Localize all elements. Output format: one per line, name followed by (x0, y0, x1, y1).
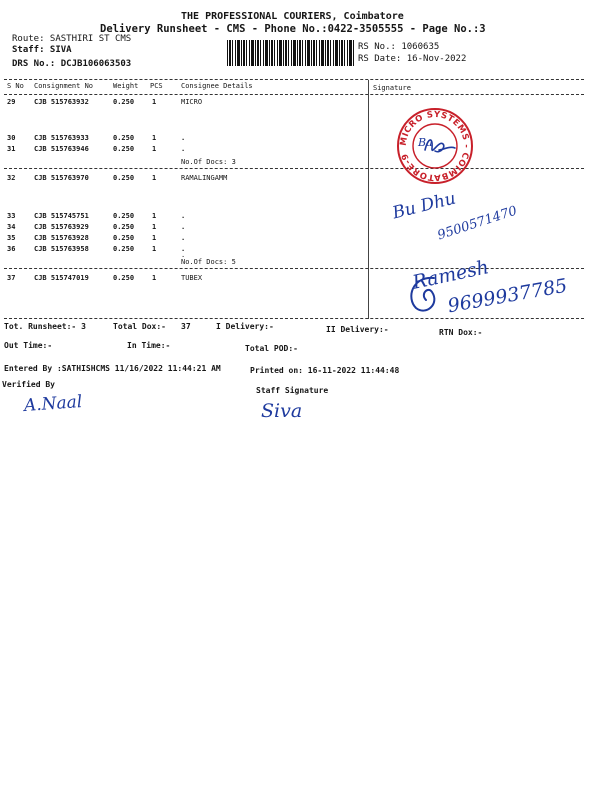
rtn-dox: RTN Dox:- (439, 328, 483, 337)
rs-date-label: RS Date: 16-Nov-2022 (358, 54, 467, 64)
total-runsheet: Tot. Runsheet:- 3 (4, 322, 86, 331)
table-row: 36 CJB 515763958 0.250 1 . (7, 245, 186, 253)
table-row: 33 CJB 515745751 0.250 1 . (7, 212, 186, 220)
signature-staff: Siva (261, 400, 303, 422)
signature-verified-by: A.Naal (23, 391, 83, 417)
group-1-rule (4, 168, 584, 169)
runsheet-title: Delivery Runsheet - CMS - Phone No.:0422-3505555 - Page No.:3 (100, 23, 486, 35)
seal-ring-text: MICRO SYSTEMS - COIMBATORE-9 (398, 109, 472, 183)
col-sno: S No (7, 82, 24, 90)
table-row: 30 CJB 515763933 0.250 1 . (7, 134, 186, 142)
out-time: Out Time:- (4, 341, 53, 350)
table-bottom-rule (4, 318, 584, 319)
in-time: In Time:- (127, 341, 171, 350)
total-dox-value: 37 (181, 322, 191, 331)
verified-by-label: Verified By (2, 380, 55, 389)
staff-signature-label: Staff Signature (256, 386, 329, 395)
table-row: 34 CJB 515763929 0.250 1 . (7, 223, 186, 231)
table-row: 37 CJB 515747019 0.250 1 TUBEX (7, 274, 203, 282)
table-row: 31 CJB 515763946 0.250 1 . (7, 145, 186, 153)
col-pcs: PCS (150, 82, 163, 90)
entered-by: Entered By :SATHISHCMS 11/16/2022 11:44:21 AM (4, 364, 221, 373)
route-label: Route: SASTHIRI ST CMS (12, 34, 132, 44)
svg-text:MICRO SYSTEMS - COIMBATORE-9 (399, 110, 471, 182)
header-bottom-rule (4, 94, 584, 95)
company-title: THE PROFESSIONAL COURIERS, Coimbatore (181, 11, 404, 22)
col-signature: Signature (373, 84, 411, 92)
col-consignment: Consignment No (34, 82, 94, 90)
ii-delivery: II Delivery:- (326, 325, 389, 334)
drs-label: DRS No.: DCJB106063503 (12, 59, 132, 69)
phone-ramalingam: 9500571470 (435, 203, 520, 244)
table-row: 32 CJB 515763970 0.250 1 RAMALINGAMM (7, 174, 228, 182)
table-row: 35 CJB 515763928 0.250 1 . (7, 234, 186, 242)
col-weight: Weight (113, 82, 139, 90)
barcode-image (227, 40, 355, 66)
printed-on: Printed on: 16-11-2022 11:44:48 (250, 366, 400, 375)
total-pod: Total POD:- (245, 344, 298, 353)
header-top-rule (4, 79, 584, 80)
staff-label: Staff: SIVA (12, 45, 72, 55)
signature-micro: Ba (418, 136, 433, 149)
docs-count-group-1: No.Of Docs: 3 (181, 158, 236, 166)
rs-no-label: RS No.: 1060635 (358, 42, 440, 52)
i-delivery: I Delivery:- (216, 322, 274, 331)
total-dox-label: Total Dox:- (113, 322, 166, 331)
col-consignee: Consignee Details (181, 82, 253, 90)
docs-count-group-2: No.Of Docs: 5 (181, 258, 236, 266)
table-row: 29 CJB 515763932 0.250 1 MICRO (7, 98, 203, 106)
phone-tubex: 9699937785 (446, 274, 569, 318)
signature-ramalingam: Bu Dhu (390, 188, 458, 224)
company-seal-stamp (395, 106, 475, 186)
signature-tubex: Ramesh (410, 256, 491, 294)
trailing-dot: . (181, 251, 186, 259)
group-2-rule (4, 268, 584, 269)
